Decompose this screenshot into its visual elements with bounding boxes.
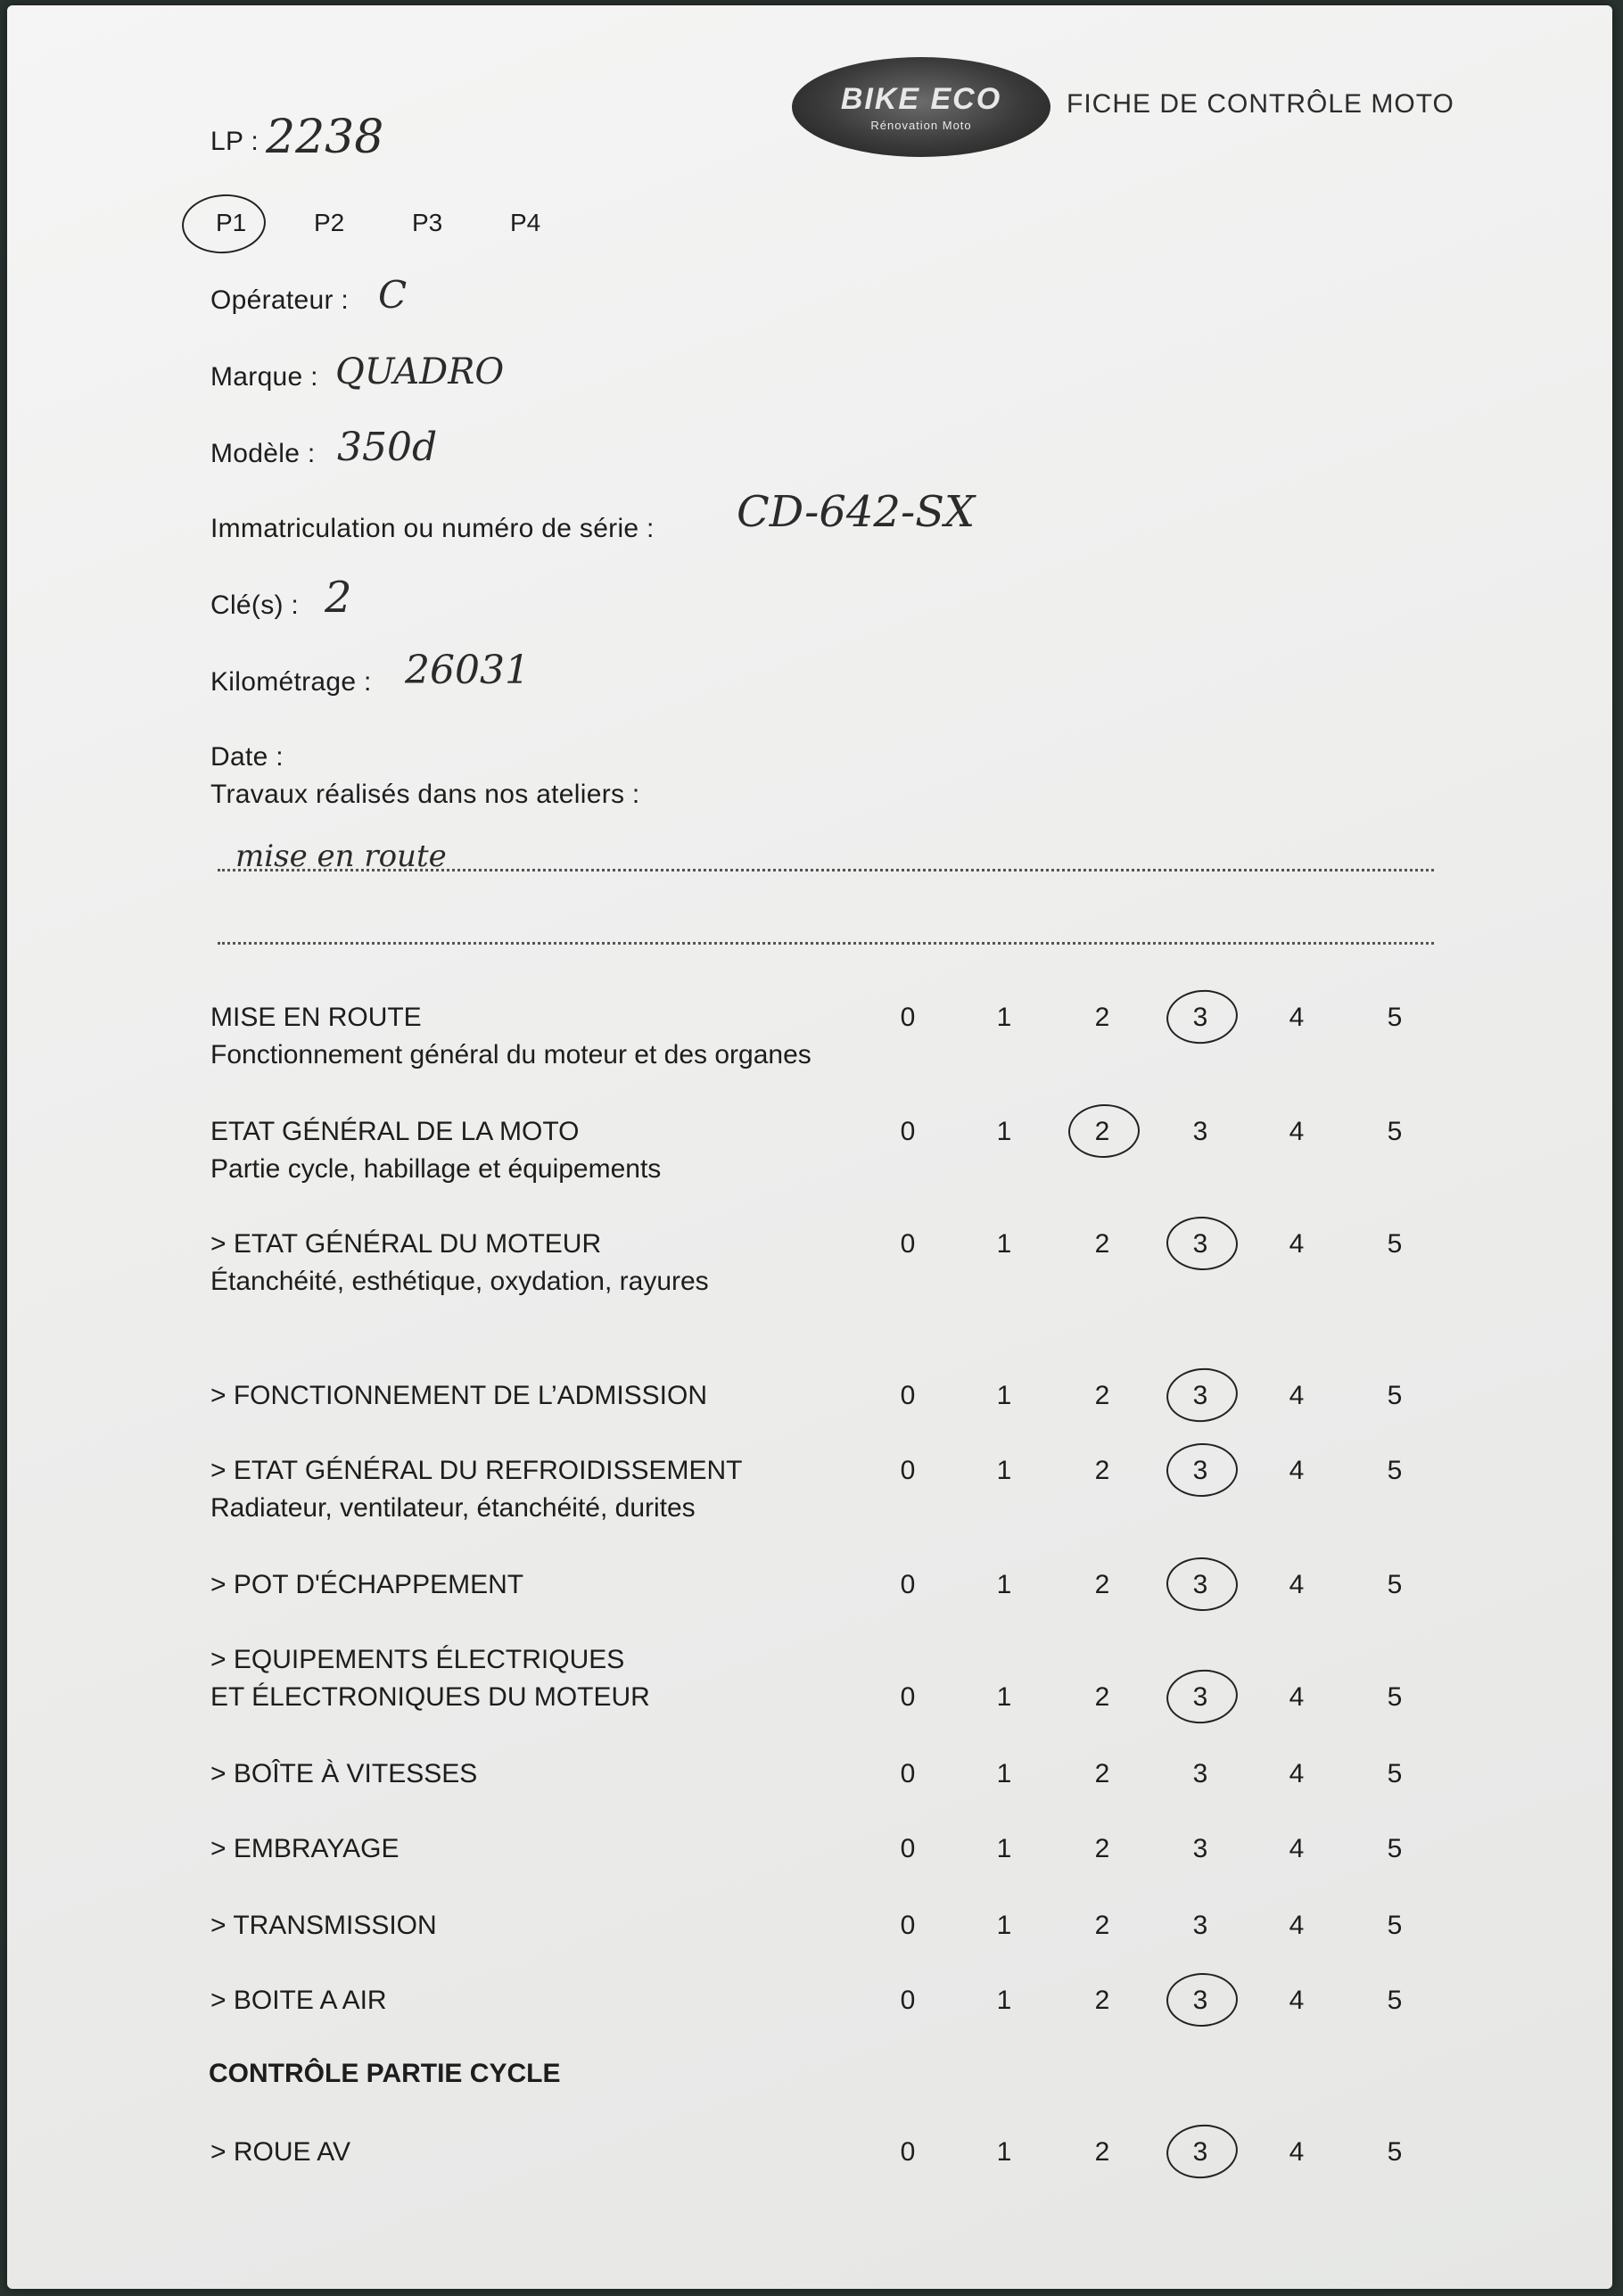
check-row-score-option-5[interactable]: 5 xyxy=(1387,1911,1403,1940)
check-row-score-option-0[interactable]: 0 xyxy=(900,1759,916,1788)
operateur-value[interactable]: C xyxy=(378,273,408,317)
check-row-score-option-4[interactable]: 4 xyxy=(1289,1456,1305,1485)
modele-value[interactable]: 350d xyxy=(337,425,438,470)
check-row-score-option-4[interactable]: 4 xyxy=(1289,1381,1305,1410)
check-row-score-option-0[interactable]: 0 xyxy=(900,1570,916,1599)
check-row-title: > POT D'ÉCHAPPEMENT xyxy=(210,1570,524,1599)
phase-p1[interactable]: P1 xyxy=(216,209,247,236)
lp-value: 2238 xyxy=(266,111,384,164)
check-row-score-option-1[interactable]: 1 xyxy=(996,1381,1012,1410)
check-row-score-option-1[interactable]: 1 xyxy=(996,1003,1012,1032)
cles-value[interactable]: 2 xyxy=(325,573,352,623)
check-row-score-option-3[interactable]: 3 xyxy=(1192,1003,1208,1032)
cycle-check-row-score-option-5[interactable]: 5 xyxy=(1387,2137,1403,2167)
check-row-score-option-2[interactable]: 2 xyxy=(1094,1759,1110,1788)
check-row-score-option-1[interactable]: 1 xyxy=(996,1911,1012,1940)
check-row-score-selection-circle xyxy=(1164,987,1240,1047)
check-row-score-option-4[interactable]: 4 xyxy=(1289,1682,1305,1712)
inspection-sheet xyxy=(7,5,1612,2289)
check-row-score-option-1[interactable]: 1 xyxy=(996,1456,1012,1485)
check-row-title: > BOITE A AIR xyxy=(210,1986,387,2015)
check-row-score-option-2[interactable]: 2 xyxy=(1094,1117,1110,1146)
check-row-score-option-4[interactable]: 4 xyxy=(1289,1911,1305,1940)
check-row-title: MISE EN ROUTE xyxy=(210,1003,422,1032)
check-row-score-option-4[interactable]: 4 xyxy=(1289,1570,1305,1599)
check-row-score-option-4[interactable]: 4 xyxy=(1289,1759,1305,1788)
phase-p2[interactable]: P2 xyxy=(314,209,345,236)
check-row-score-option-3[interactable]: 3 xyxy=(1192,1229,1208,1259)
date-label: Date : xyxy=(210,742,284,772)
check-row-title: > TRANSMISSION xyxy=(210,1911,437,1940)
check-row-score-option-3[interactable]: 3 xyxy=(1192,1911,1208,1940)
check-row-title: > ETAT GÉNÉRAL DU MOTEUR xyxy=(210,1229,602,1259)
cycle-check-row-score-selection-circle xyxy=(1164,2121,1240,2182)
cycle-check-row-title: > ROUE AV xyxy=(210,2137,351,2167)
check-row-score-option-0[interactable]: 0 xyxy=(900,1003,916,1032)
phase-p4[interactable]: P4 xyxy=(510,209,541,236)
section-heading-partie-cycle: CONTRÔLE PARTIE CYCLE xyxy=(209,2059,561,2088)
cycle-check-row-score-option-1[interactable]: 1 xyxy=(996,2137,1012,2167)
check-row-subtitle: Partie cycle, habillage et équipements xyxy=(210,1154,662,1184)
check-row-score-option-0[interactable]: 0 xyxy=(900,1381,916,1410)
check-row-score-selection-circle xyxy=(1067,1103,1141,1160)
check-row-score-option-3[interactable]: 3 xyxy=(1192,1682,1208,1712)
check-row-score-option-4[interactable]: 4 xyxy=(1289,1986,1305,2015)
check-row-score-option-3[interactable]: 3 xyxy=(1192,1986,1208,2015)
check-row-subtitle: Radiateur, ventilateur, étanchéité, durites xyxy=(210,1493,696,1523)
check-row-score-option-5[interactable]: 5 xyxy=(1387,1682,1403,1712)
check-row-score-option-2[interactable]: 2 xyxy=(1094,1682,1110,1712)
check-row-score-option-3[interactable]: 3 xyxy=(1192,1117,1208,1146)
cycle-check-row-score-option-0[interactable]: 0 xyxy=(900,2137,916,2167)
cycle-check-row-score-option-4[interactable]: 4 xyxy=(1289,2137,1305,2167)
immatriculation-label: Immatriculation ou numéro de série : xyxy=(210,514,655,543)
check-row-score-option-5[interactable]: 5 xyxy=(1387,1570,1403,1599)
bike-eco-logo xyxy=(792,57,1050,157)
check-row-score-option-3[interactable]: 3 xyxy=(1192,1570,1208,1599)
check-row-score-option-2[interactable]: 2 xyxy=(1094,1381,1110,1410)
check-row-score-option-3[interactable]: 3 xyxy=(1192,1456,1208,1485)
travaux-value[interactable]: mise en route xyxy=(235,838,447,874)
form-title: FICHE DE CONTRÔLE MOTO xyxy=(1067,89,1454,119)
check-row-score-option-0[interactable]: 0 xyxy=(900,1229,916,1259)
check-row-title: > EQUIPEMENTS ÉLECTRIQUES xyxy=(210,1645,625,1674)
check-row-title: > BOÎTE À VITESSES xyxy=(210,1759,478,1788)
check-row-score-option-2[interactable]: 2 xyxy=(1094,1229,1110,1259)
check-row-score-selection-circle xyxy=(1164,1666,1240,1727)
travaux-line-1 xyxy=(218,869,1434,871)
check-row-score-option-4[interactable]: 4 xyxy=(1289,1003,1305,1032)
check-row-score-option-1[interactable]: 1 xyxy=(996,1117,1012,1146)
check-row-score-option-4[interactable]: 4 xyxy=(1289,1117,1305,1146)
travaux-line-2 xyxy=(218,942,1434,945)
check-row-score-option-0[interactable]: 0 xyxy=(900,1117,916,1146)
check-row-score-option-1[interactable]: 1 xyxy=(996,1759,1012,1788)
marque-label: Marque : xyxy=(210,362,318,392)
check-row-title: > FONCTIONNEMENT DE L’ADMISSION xyxy=(210,1381,708,1410)
check-row-score-selection-circle xyxy=(1166,1442,1239,1499)
check-row-score-option-2[interactable]: 2 xyxy=(1094,1456,1110,1485)
check-row-score-option-5[interactable]: 5 xyxy=(1387,1117,1403,1146)
check-row-score-option-5[interactable]: 5 xyxy=(1387,1986,1403,2015)
check-row-score-selection-circle xyxy=(1166,1972,1239,2028)
cycle-check-row-score-option-2[interactable]: 2 xyxy=(1094,2137,1110,2167)
check-row-subtitle: ET ÉLECTRONIQUES DU MOTEUR xyxy=(210,1682,650,1712)
check-row-subtitle: Fonctionnement général du moteur et des organes xyxy=(210,1040,812,1070)
check-row-title: > EMBRAYAGE xyxy=(210,1834,400,1863)
check-row-score-option-5[interactable]: 5 xyxy=(1387,1003,1403,1032)
travaux-label: Travaux réalisés dans nos ateliers : xyxy=(210,780,640,809)
check-row-score-selection-circle xyxy=(1166,1557,1239,1613)
kilometrage-value[interactable]: 26031 xyxy=(405,648,530,693)
phase-p1-selection-circle xyxy=(180,192,268,256)
check-row-score-option-1[interactable]: 1 xyxy=(996,1229,1012,1259)
check-row-score-option-0[interactable]: 0 xyxy=(900,1682,916,1712)
check-row-score-option-3[interactable]: 3 xyxy=(1192,1834,1208,1863)
check-row-score-option-3[interactable]: 3 xyxy=(1192,1381,1208,1410)
check-row-score-option-0[interactable]: 0 xyxy=(900,1456,916,1485)
modele-label: Modèle : xyxy=(210,439,316,468)
check-row-score-option-4[interactable]: 4 xyxy=(1289,1229,1305,1259)
check-row-score-option-2[interactable]: 2 xyxy=(1094,1003,1110,1032)
check-row-score-option-0[interactable]: 0 xyxy=(900,1986,916,2015)
check-row-score-option-4[interactable]: 4 xyxy=(1289,1834,1305,1863)
logo-brand-text: BIKE ECO xyxy=(840,82,1002,116)
lp-label: LP : xyxy=(210,127,260,156)
logo-tagline: Rénovation Moto xyxy=(870,119,972,132)
check-row-score-option-2[interactable]: 2 xyxy=(1094,1834,1110,1863)
phase-p3[interactable]: P3 xyxy=(412,209,443,236)
cles-label: Clé(s) : xyxy=(210,591,300,620)
check-row-score-selection-circle xyxy=(1166,1216,1239,1272)
operateur-label: Opérateur : xyxy=(210,285,350,315)
check-row-score-option-1[interactable]: 1 xyxy=(996,1834,1012,1863)
check-row-score-option-1[interactable]: 1 xyxy=(996,1570,1012,1599)
immatriculation-value[interactable]: CD-642-SX xyxy=(737,487,976,537)
kilometrage-label: Kilométrage : xyxy=(210,667,372,697)
marque-value[interactable]: QUADRO xyxy=(335,351,505,392)
check-row-score-option-2[interactable]: 2 xyxy=(1094,1911,1110,1940)
check-row-subtitle: Étanchéité, esthétique, oxydation, rayures xyxy=(210,1267,709,1296)
check-row-score-selection-circle xyxy=(1164,1365,1240,1425)
check-row-score-option-5[interactable]: 5 xyxy=(1387,1229,1403,1259)
cycle-check-row-score-option-3[interactable]: 3 xyxy=(1192,2137,1208,2167)
check-row-score-option-2[interactable]: 2 xyxy=(1094,1570,1110,1599)
check-row-score-option-5[interactable]: 5 xyxy=(1387,1759,1403,1788)
check-row-score-option-2[interactable]: 2 xyxy=(1094,1986,1110,2015)
check-row-score-option-0[interactable]: 0 xyxy=(900,1911,916,1940)
check-row-score-option-5[interactable]: 5 xyxy=(1387,1456,1403,1485)
check-row-score-option-0[interactable]: 0 xyxy=(900,1834,916,1863)
check-row-score-option-5[interactable]: 5 xyxy=(1387,1381,1403,1410)
check-row-title: ETAT GÉNÉRAL DE LA MOTO xyxy=(210,1117,580,1146)
check-row-score-option-5[interactable]: 5 xyxy=(1387,1834,1403,1863)
check-row-score-option-1[interactable]: 1 xyxy=(996,1682,1012,1712)
check-row-score-option-3[interactable]: 3 xyxy=(1192,1759,1208,1788)
check-row-score-option-1[interactable]: 1 xyxy=(996,1986,1012,2015)
check-row-title: > ETAT GÉNÉRAL DU REFROIDISSEMENT xyxy=(210,1456,743,1485)
